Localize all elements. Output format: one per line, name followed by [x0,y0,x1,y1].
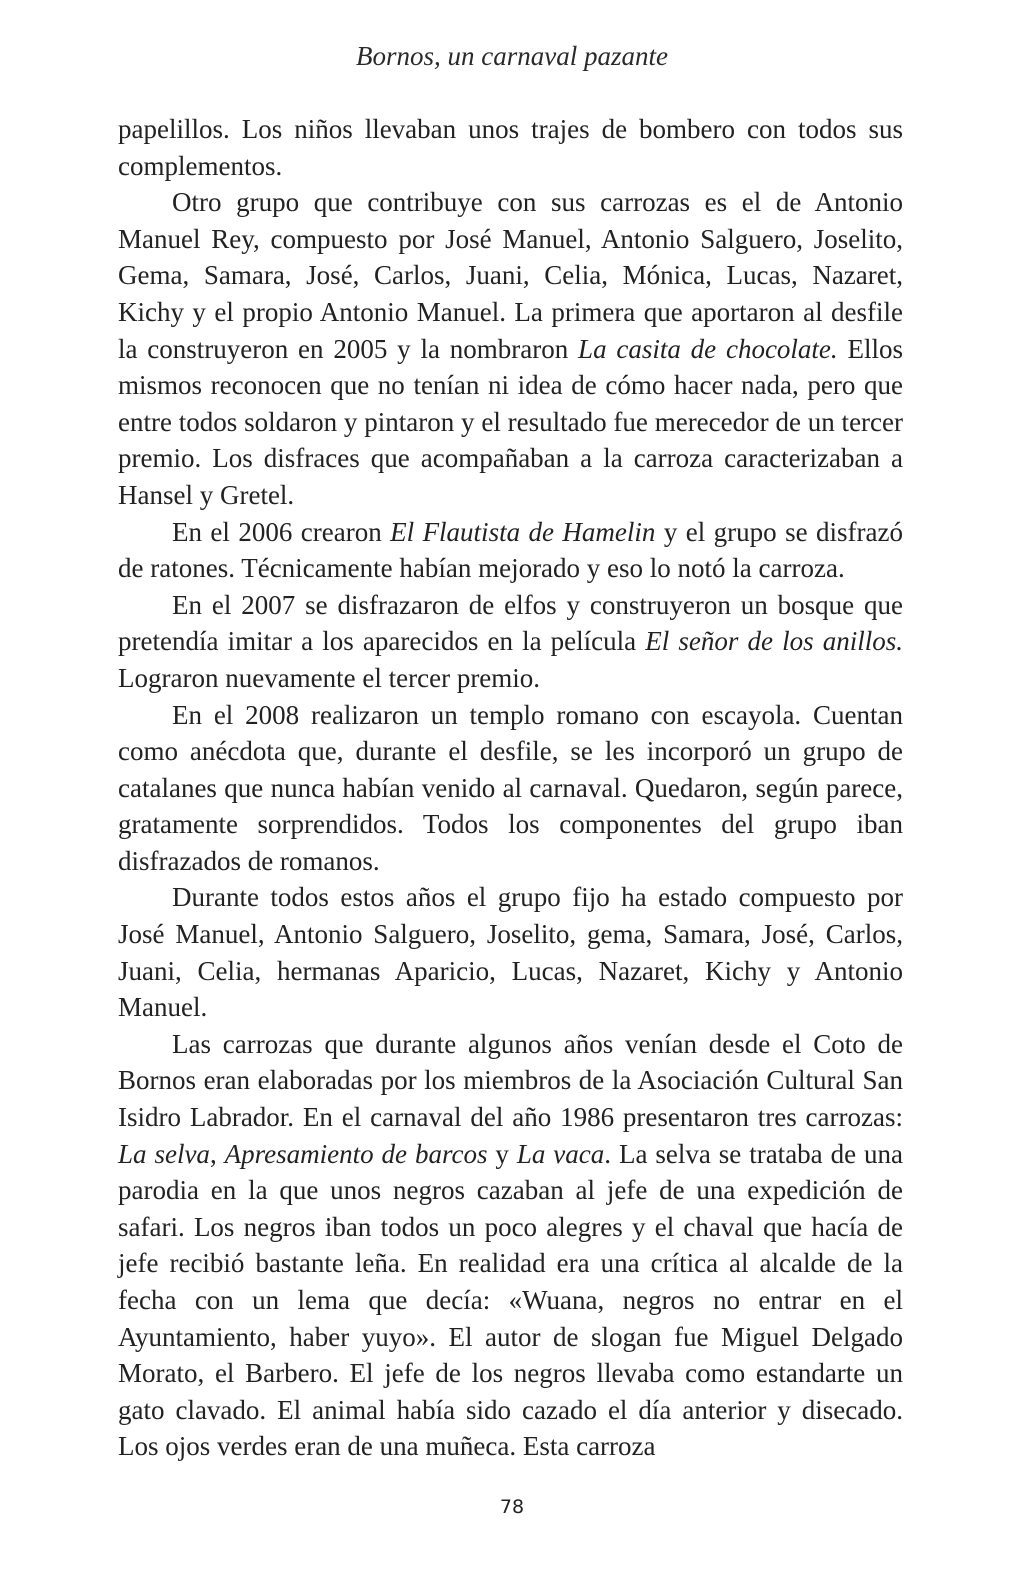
paragraph [118,111,903,184]
paragraph [118,879,903,1025]
book-title-italic: La casita de chocolate. [578,333,838,364]
text-span: , [209,1138,225,1169]
running-header: Bornos, un carnaval pazante [356,41,668,71]
book-title-italic: Apresamiento de barcos [224,1138,488,1169]
paragraph [118,184,903,513]
text-span: y el grupo se disfrazó de ratones. Técnicamente habían mejorado y eso lo notó la carroza. [118,516,903,584]
text-span: En el 2006 crearon [172,516,391,547]
text-span: Ellos mismos reconocen que no tenían ni idea de cómo hacer nada, pero que entre todos soldaron y pintaron y el resultado fue merecedor de un tercer premio. Los disfraces que acompañaban a la carroza caracterizaban a Hansel y Gretel. [118,333,903,510]
body-text [118,111,903,1465]
book-title-italic: La selva [118,1138,210,1169]
book-title-italic: El señor de los anillos. [645,626,904,657]
text-span: Las carrozas que durante algunos años venían desde el Coto de Bornos eran elaboradas por los miembros de la Asociación Cultural San Isidro Labrador. En el carnaval del año 1986 presentaron tres carrozas: [118,1028,903,1133]
paragraph [118,1026,903,1465]
page-number: 78 [499,1496,525,1518]
text-span: Lograron nuevamente el tercer premio. [118,662,541,693]
book-title-italic: El Flautista de Hamelin [390,516,656,547]
book-title-italic: La vaca [516,1138,605,1169]
text-span: papelillos. Los niños llevaban unos trajes de bombero con todos sus complementos. [118,114,903,181]
paragraph [118,587,903,697]
text-span: y [487,1138,517,1169]
text-span: En el 2007 se disfrazaron de elfos y construyeron un bosque que pretendía imitar a los aparecidos en la película [118,589,903,657]
text-span: Otro grupo que contribuye con sus carrozas es el de Antonio Manuel Rey, compuesto por José Manuel, Antonio Salguero, Joselito, Gema, Samara, José, Carlos, Juani, Celia, Mónica, Lucas, Nazaret, Kichy y el propio Antonio Manuel. La primera que aportaron al desfile la construyeron en 2005 y la nombraron [118,187,903,364]
text-span: Durante todos estos años el grupo fijo ha estado compuesto por José Manuel, Antonio Salguero, Joselito, gema, Samara, José, Carlos, Juani, Celia, hermanas Aparicio, Lucas, Nazaret, Kichy y Antonio Manuel. [118,882,903,1023]
paragraph [118,514,903,587]
text-span: En el 2008 realizaron un templo romano con escayola. Cuentan como anécdota que, durante el desfile, se les incorporó un grupo de catalanes que nunca habían venido al carnaval. Quedaron, según parece, gratamente sorprendidos. Todos los componentes del grupo iban disfrazados de romanos. [118,699,903,876]
text-span: . La selva se trataba de una parodia en la que unos negros cazaban al jefe de una expedición de safari. Los negros iban todos un poco alegres y el chaval que hacía de jefe recibió bastante leña. En realidad era una crítica al alcalde de la fecha con un lema que decía: «Wuana, negros no entrar en el Ayuntamiento, haber yuyo». El autor de slogan fue Miguel Delgado Morato, el Barbero. El jefe de los negros llevaba como estandarte un gato clavado. El animal había sido cazado el día anterior y disecado. Los ojos verdes eran de una muñeca. Esta carroza [118,1138,903,1462]
paragraph [118,697,903,880]
